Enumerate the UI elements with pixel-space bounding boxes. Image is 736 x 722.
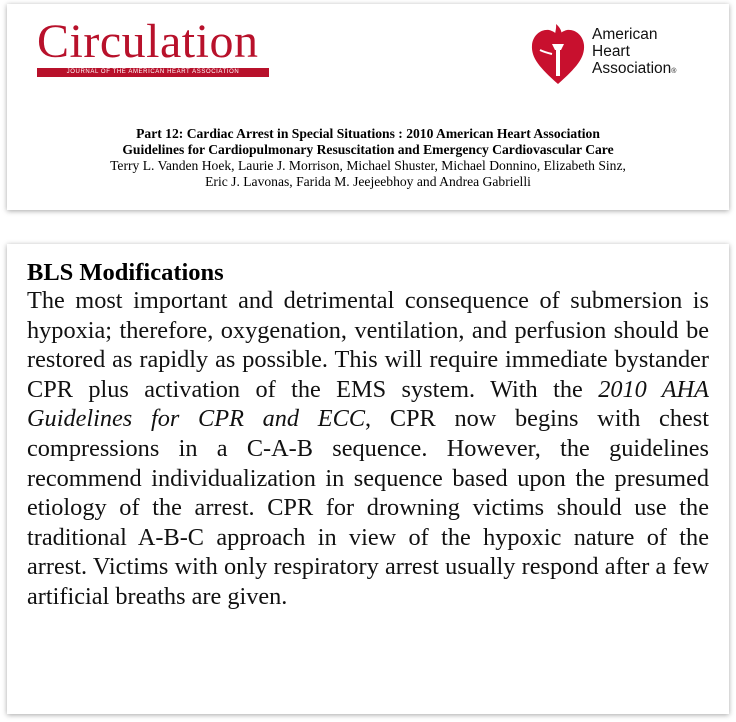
article-title (27, 126, 709, 158)
aha-wordmark-line3: Association (592, 60, 672, 77)
aha-wordmark (592, 26, 676, 80)
guidelines-reference: 2010 AHA Guidelines for CPR and ECC (27, 375, 709, 433)
article-authors-line2: Eric J. Lavonas, Farida M. Jeejeebhoy and Andrea Gabrielli (205, 174, 531, 189)
aha-logo (530, 20, 710, 90)
excerpt-card (7, 244, 729, 714)
section-heading: BLS Modifications (27, 259, 224, 286)
circulation-logo-text: Circulation (37, 15, 259, 68)
heart-torch-icon (530, 20, 586, 86)
article-authors-line1: Terry L. Vanden Hoek, Laurie J. Morrison, Michael Shuster, Michael Donnino, Elizabeth Sinz, (110, 158, 626, 173)
article-title-line2: Guidelines for Cardiopulmonary Resuscitation and Emergency Cardiovascular Care (122, 142, 614, 157)
header-card (7, 4, 729, 210)
aha-wordmark-line2: Heart (592, 43, 630, 60)
article-citation (27, 126, 709, 190)
registered-mark: ® (671, 68, 677, 75)
circulation-logo-subtitle: JOURNAL OF THE AMERICAN HEART ASSOCIATION (37, 68, 269, 77)
circulation-logo (37, 15, 277, 77)
article-authors (27, 158, 709, 190)
section-paragraph (27, 286, 709, 612)
paragraph-text-start: The most important and detrimental consequence of submersion is hypoxia; therefore, oxygenation, ventilation, and perfusion should be restored as rapidly as possible. This will require immediate bystander CPR plus activation of the EMS system. With the (27, 287, 709, 403)
paragraph-text-end: , CPR now begins with chest compressions in a C-A-B sequence. However, the guidelines recommend individualization in sequence based upon the presumed etiology of the arrest. CPR for drowning victims should use the traditional A-B-C approach in view of the hypoxic nature of the arrest. Victims with only respiratory arrest usually respond after a few artificial breaths are given. (27, 405, 709, 610)
aha-wordmark-line1: American (592, 26, 658, 43)
article-title-line1: Part 12: Cardiac Arrest in Special Situations : 2010 American Heart Association (136, 126, 600, 141)
